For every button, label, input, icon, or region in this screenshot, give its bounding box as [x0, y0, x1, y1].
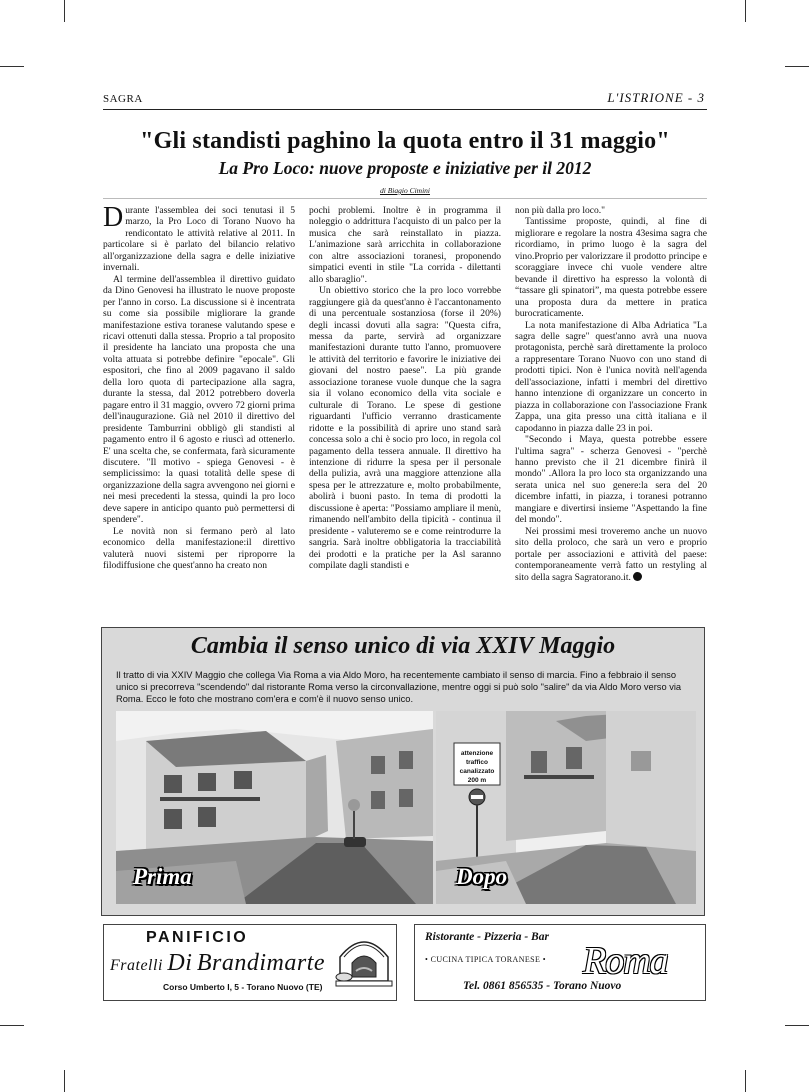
paragraph: "Secondo i Maya, questa potrebbe essere l'ultima sagra" - scherza Genovesi - "perchè hanno previsto che il 21 dicembre finirà il mondo" .Allora la pro loco sta organizzando una serata unica nel suo genere:la sera del 20 dicembre infatti, in piazza, i toranesi potranno mangiare e divertirsi insieme "Aspettando la fine del mondo".	[515, 434, 707, 526]
ad-roma-logo: Roma	[583, 940, 668, 982]
crop-mark	[785, 66, 809, 67]
photo-label-after: Dopo	[456, 864, 508, 889]
ad-panificio-name: Fratelli Di Brandimarte	[110, 950, 326, 976]
oven-icon	[334, 931, 394, 989]
paragraph: Tantissime proposte, quindi, al fine di migliorare e regolare la nostra 43esima sagra che ricordiamo, in primo luogo è la sagra del vino.Proprio per valorizzare il prodotto principe e scoraggiare invece chi vuole vendere altre bevande il direttivo ha espresso la volontà di “tassare gli spinatori”, ma questa potrebbe essere una proposta dura da mettere in pratica burocraticamente.	[515, 216, 707, 320]
ad-roma-subtitle: • CUCINA TIPICA TORANESE •	[425, 955, 546, 964]
paragraph: Durante l'assemblea dei soci tenutasi il 5 marzo, la Pro Loco di Torano Nuovo ha rendicontato le attività relative al 2011. In particolare si è parlato del bilancio relativo all'organizzazione della sagra e delle iniziative invernali.	[103, 202, 295, 274]
paragraph: Un obiettivo storico che la pro loco vorrebbe raggiungere già da quest'anno è l'accantonamento di una percentuale sostanziosa (forse il 20%) degli incassi dovuti alla sagra: "Questa cifra, messa da parte, servirà ad organizzare manifestazioni durante tutto l'anno, promuovere le attività del territorio e favorire le iniziative dei giovani del nostro paese". La più grande associazione toranese vuole dunque che la sagra sia il volano economico della vita sociale e culturale di Torano. Le spese di gestione riguardanti l'ufficio verranno drasticamente ridotte e la possibilità di aprire uno stand sarà concessa solo a chi è socio pro loco, in regola col pagamento della tessera annuale. Il direttivo ha intenzione di ridurre la spesa per il personale della pulizia, avrà una maggiore attenzione alla spesa per le attrezzature e, molto probabilmente, abolirà i buoni pasto. In tema di prodotti la discussione è aperta: "Possiamo ampliare il menù, rimanendo nell'ambito della tipicità - continua il presidente - valuteremo se e come reintrodurre la sangria. Sarà inoltre obbligatoria la tracciabilità dei prodotti e la pratiche per la Asl saranno compilate dagli standisti e	[309, 285, 501, 572]
photo-after	[436, 711, 696, 904]
photo-label-before: Prima	[133, 864, 192, 889]
byline: di Biagio Cimini	[379, 186, 430, 195]
crop-mark	[64, 1070, 65, 1092]
ad-roma-title: Ristorante - Pizzeria - Bar	[425, 931, 549, 943]
end-mark-icon	[633, 572, 642, 581]
paragraph: Nei prossimi mesi troveremo anche un nuovo sito della proloco, che sarà un vero e proprio portale per associazioni e attività del paese: contemporaneamente verrà fatto un restyling al sito della sagra Sagratorano.it.	[515, 525, 707, 583]
section-label: SAGRA	[103, 93, 143, 105]
paragraph: non più dalla pro loco."	[515, 205, 606, 216]
sign-line-3: canalizzato	[459, 768, 495, 775]
article-title: "Gli standisti paghino la quota entro il 31 maggio"	[140, 128, 670, 154]
article-subtitle: La Pro Loco: nuove proposte e iniziative per il 2012	[218, 158, 592, 178]
crop-mark	[785, 1025, 809, 1026]
crop-mark	[745, 1070, 746, 1092]
crop-mark	[745, 0, 746, 22]
feature-box	[101, 627, 705, 916]
ad-panificio-title: PANIFICIO	[146, 929, 249, 946]
article-column-1	[103, 202, 295, 572]
ad-panificio	[103, 924, 397, 1001]
feature-text: Il tratto di via XXIV Maggio che collega Via Roma a via Aldo Moro, ha recentemente cambiato il senso di marcia. Fino a febbraio il senso unico si precorreva "scendendo" dal ristorante Roma verso la circonvallazione, mentre oggi si può solo "salire" da via Aldo Moro verso via Roma. Ecco le foto che mostrano com'era e com'è il nuovo senso unico.	[116, 670, 682, 704]
paragraph: Al termine dell'assemblea il direttivo guidato da Dino Genovesi ha illustrato le nuove proposte per l'anno in corso. La discussione si è incentrata su come sia possibile migliorare la grande manifestazione estiva toranese valutando spese e ricavi ottenuti dalla stessa. Proprio a tal proposito il presidente ha lanciato una proposta che una volta attuata si potrebbe definire "epocale". Gli espositori, che fino al 2009 pagavano il saldo della loro quota di partecipazione alla sagra, durante la stessa, dal 2012 potrebbero doverla pagare entro il 31 maggio, ovvero 72 giorni prima dell'inaugurazione. Già nel 2010 il direttivo del presidente Tamburrini obbligò gli standisti al pagamento entro il 6 agosto e riuscì ad ottenerlo. E' una scelta che, se confermata, farà sicuramente discutere. "Il motivo - spiega Genovesi - è semplicissimo: la quasi totalità delle spese di organizzazione della sagra avvengono nei giorni e nei mesi precedenti la stessa, quindi la pro loco deve sapere in anticipo quanto può permettersi di spendere".	[103, 273, 295, 526]
article-column-2	[309, 205, 501, 572]
crop-mark	[0, 1025, 24, 1026]
feature-title: Cambia il senso unico di via XXIV Maggio	[190, 633, 616, 659]
sign-line-2: traffico	[465, 759, 489, 766]
publication-page: L'ISTRIONE - 3	[607, 90, 705, 105]
byline-rule	[103, 198, 707, 199]
crop-mark	[0, 66, 24, 67]
paragraph: pochi problemi. Inoltre è in programma il noleggio o addrittura l'acquisto di un palco per la musica che sarà reinstallato in piazza. L'animazione sarà arricchita in collaborazione con altre associazioni toranesi, proponendo simpatici eventi in stile "La corrida - dilettanti allo sbaraglio".	[309, 205, 501, 285]
paragraph: La nota manifestazione di Alba Adriatica "La sagra delle sagre" quest'anno avrà una nuova protagonista, perchè sarà direttamente la proloco a rappresentare Torano Nuovo con uno stand di prodotti tipici. Non è l'unica novità nell'agenda dell'associazione, infatti i membri del direttivo hanno intenzione di organizzare un concerto in piazza in collaborazione con l'associazione Frank Zappa, una gita presso una città italiana e il capodanno in piazza dalle 23 in poi.	[515, 319, 707, 434]
paragraph: Le novità non si fermano però al lato economico della manifestazione:il direttivo valuterà nuovi sistemi per riproporre la filodiffusione che quest'anno ha creato non	[103, 525, 295, 572]
ad-panificio-address: Corso Umberto I, 5 - Torano Nuovo (TE)	[163, 982, 323, 992]
crop-mark	[64, 0, 65, 22]
ad-roma-phone: Tel. 0861 856535 - Torano Nuovo	[463, 980, 622, 992]
ad-ristorante-roma	[414, 924, 706, 1001]
sign-line-4: 200 m	[467, 777, 487, 784]
sign-line-1: attenzione	[460, 750, 494, 757]
header-rule	[103, 109, 707, 110]
photo-before	[116, 711, 433, 904]
article-column-3	[515, 205, 707, 583]
drop-cap: D	[103, 202, 124, 233]
